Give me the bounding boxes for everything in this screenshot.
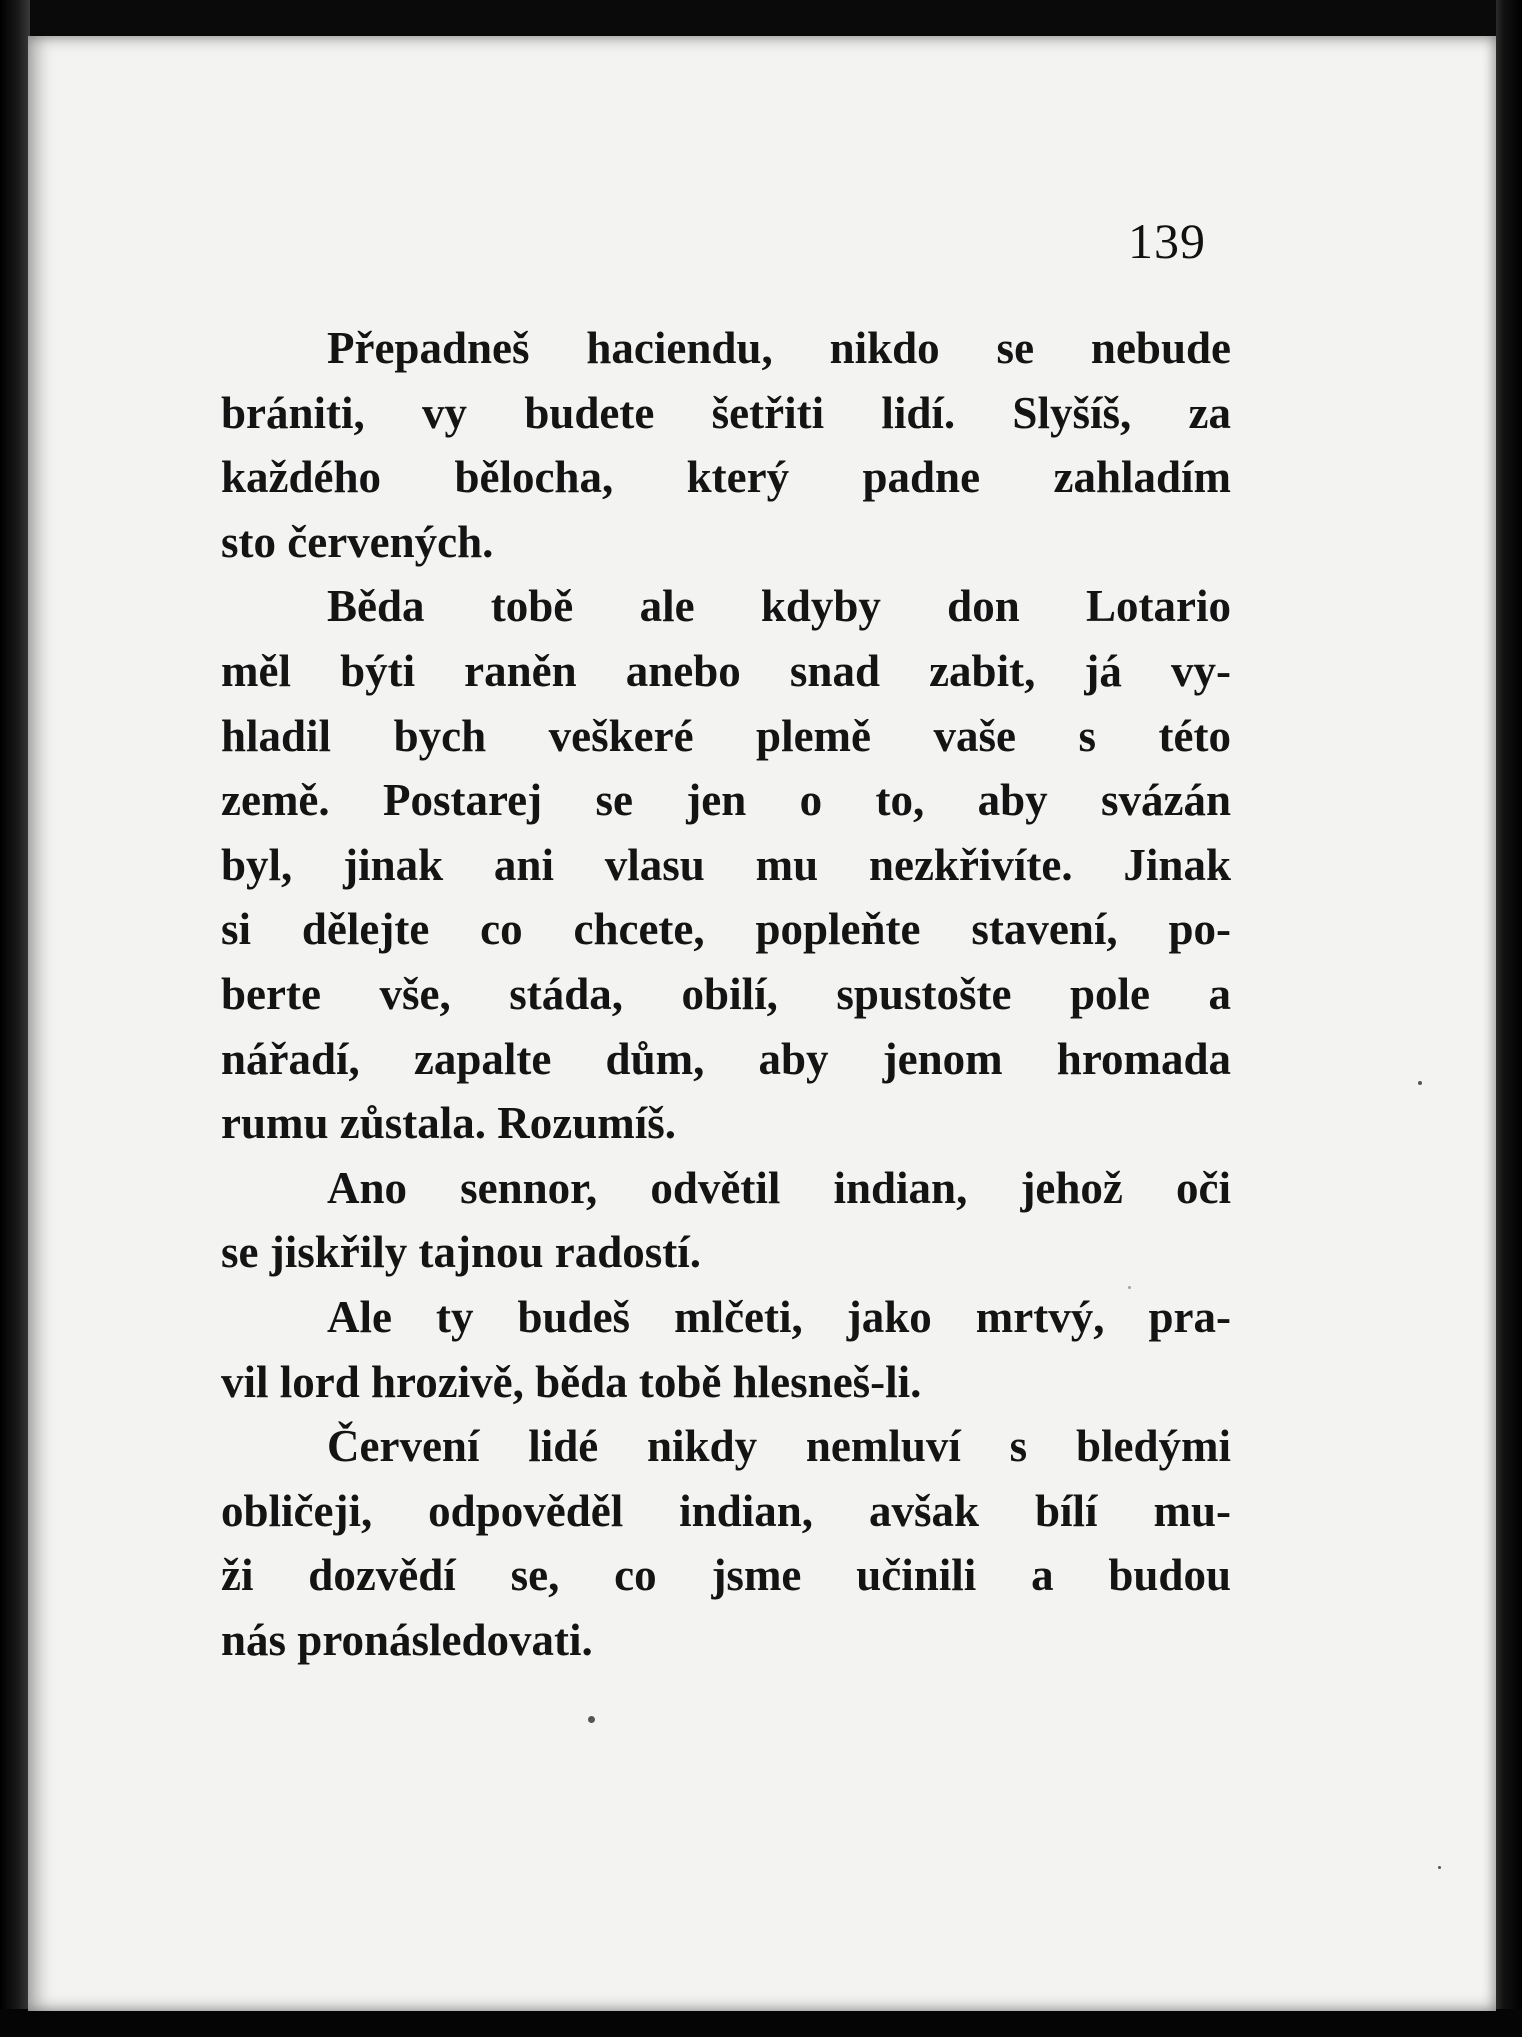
- text-line: Přepadneš haciendu, nikdo se nebude: [327, 323, 1231, 373]
- text-line: nářadí, zapalte dům, aby jenom hromada: [221, 1033, 1231, 1084]
- scan-border-right: [1496, 0, 1522, 2037]
- book-page: [28, 36, 1496, 2011]
- scan-border-top: [0, 0, 1522, 38]
- text-line: brániti, vy budete šetřiti lidí. Slyšíš, za: [221, 387, 1231, 438]
- text-line: Ano sennor, odvětil indian, jehož oči: [327, 1162, 1231, 1213]
- text-line: berte vše, stáda, obilí, spustošte pole a: [221, 968, 1231, 1019]
- text-line: obličeji, odpověděl indian, avšak bílí mu-: [221, 1485, 1231, 1536]
- text-line: Ale ty budeš mlčeti, jako mrtvý, pra-: [327, 1291, 1231, 1342]
- scan-speck: [1128, 1286, 1131, 1289]
- text-line: rumu zůstala. Rozumíš.: [221, 1098, 677, 1149]
- text-line: Běda tobě ale kdyby don Lotario: [327, 581, 1231, 632]
- text-line: sto červených.: [221, 516, 494, 567]
- text-line: hladil bych veškeré plemě vaše s této: [221, 710, 1231, 761]
- scan-border-left: [0, 0, 30, 2037]
- page-number: 139: [1128, 213, 1206, 269]
- text-line: každého bělocha, který padne zahladím: [221, 452, 1231, 503]
- text-line: ži dozvědí se, co jsme učinili a budou: [221, 1550, 1231, 1601]
- scan-speck: [588, 1716, 595, 1723]
- text-line: země. Postarej se jen o to, aby svázán: [221, 775, 1231, 826]
- scan-speck: [1418, 1081, 1422, 1085]
- scan-speck: [1438, 1866, 1441, 1869]
- scan-border-bottom: [0, 2009, 1522, 2037]
- text-line: byl, jinak ani vlasu mu nezkřivíte. Jinak: [221, 839, 1231, 890]
- text-line: měl býti raněn anebo snad zabit, já vy-: [221, 645, 1231, 696]
- page-text: [221, 316, 1231, 1672]
- text-line: vil lord hrozivě, běda tobě hlesneš-li.: [221, 1356, 922, 1407]
- text-line: si dělejte co chcete, popleňte stavení, po-: [221, 904, 1231, 955]
- text-line: Červení lidé nikdy nemluví s bledými: [327, 1421, 1231, 1472]
- text-line: se jiskřily tajnou radostí.: [221, 1227, 702, 1278]
- text-line: nás pronásledovati.: [221, 1614, 593, 1665]
